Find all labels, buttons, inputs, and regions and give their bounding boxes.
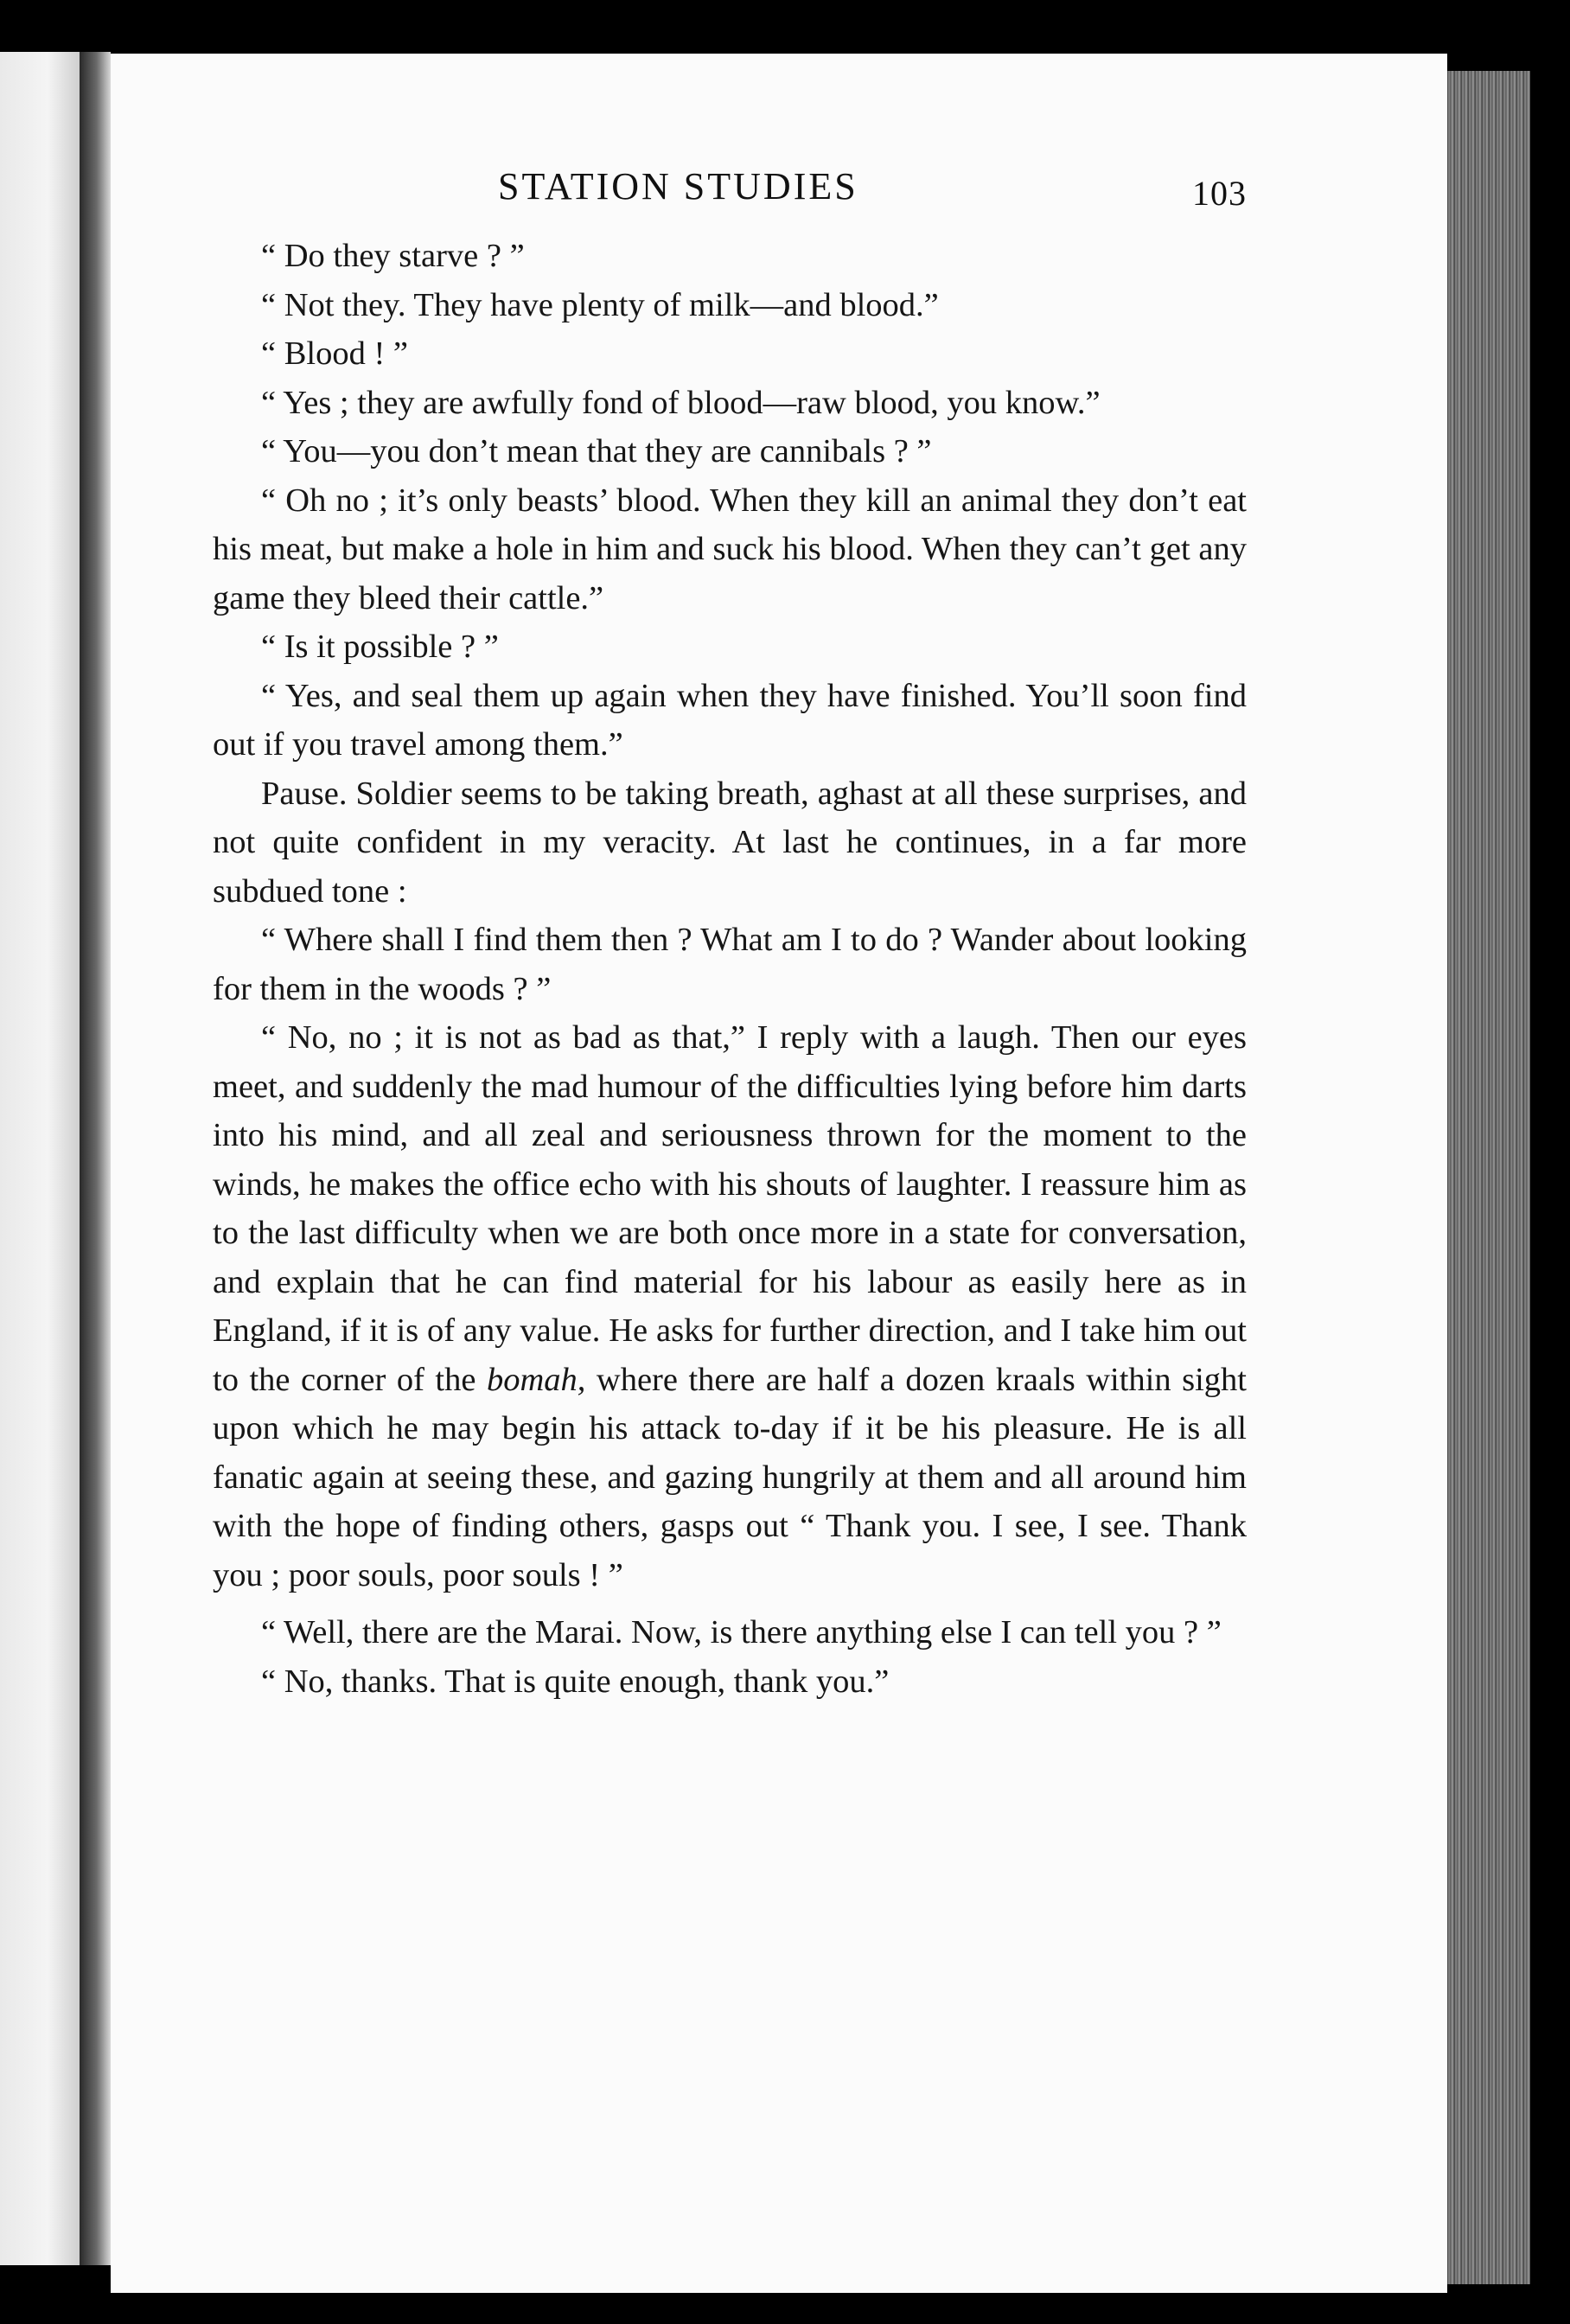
paragraph: “ Yes ; they are awfully fond of blood—raw blood, you know.” — [261, 384, 1101, 421]
paragraph: “ Blood ! ” — [261, 335, 408, 372]
paragraph: “ Well, there are the Marai. Now, is there anything else I can tell you ? ” — [261, 1614, 1222, 1650]
paragraph — [213, 1013, 1247, 1599]
facing-page-edge — [0, 52, 80, 2265]
paragraph: Pause. Soldier seems to be taking breath, aghast at all these surprises, and not quite confident in my veracity. At last he continues, in a far more subdued tone : — [213, 775, 1247, 910]
page-number: 103 — [1192, 174, 1247, 213]
paragraph: “ Is it possible ? ” — [261, 629, 499, 665]
paragraph-text: “ No, no ; it is not as bad as that,” I reply with a laugh. Then our eyes meet, and suddenly the mad humour of the difficulties lying before him darts into his mind, and all zeal and seriousness thrown for the moment to the winds, he makes the office echo with his shouts of laughter. I reassure him as to the last difficulty when we are both once more in a state for conversation, and explain that he can find material for his labour as easily here as in England, if it is of any value. He asks for further direction, and I take him out to the corner of the — [213, 1019, 1247, 1398]
page-edges — [1447, 71, 1530, 2284]
paragraph: “ No, thanks. That is quite enough, thank you.” — [261, 1663, 890, 1700]
paragraph: “ Do they starve ? ” — [261, 238, 525, 274]
paragraph: “ Not they. They have plenty of milk—and blood.” — [261, 286, 939, 323]
paragraph: “ Yes, and seal them up again when they have finished. You’ll soon find out if you travel among them.” — [213, 677, 1247, 763]
paragraph: “ You—you don’t mean that they are cannibals ? ” — [261, 433, 932, 469]
italic-word: bomah, — [486, 1361, 586, 1398]
paragraph-text: where there are half a dozen kraals within sight upon which he may begin his attack to-day if it be his pleasure. He is all fanatic again at seeing these, and gazing hungrily at them and all around him with the hope of finding others, gasps out “ Thank you. I see, I see. Thank you ; poor souls, poor souls ! ” — [213, 1361, 1248, 1593]
page-header — [213, 164, 1247, 216]
running-head: STATION STUDIES — [498, 165, 858, 208]
paragraph: “ Where shall I find them then ? What am I to do ? Wander about looking for them in the woods ? ” — [213, 922, 1247, 1007]
book-gutter — [80, 52, 111, 2265]
page-body — [213, 232, 1247, 1706]
paragraph: “ Oh no ; it’s only beasts’ blood. When they kill an animal they don’t eat his meat, but make a hole in him and suck his blood. When they can’t get any game they bleed their cattle.” — [213, 482, 1247, 616]
